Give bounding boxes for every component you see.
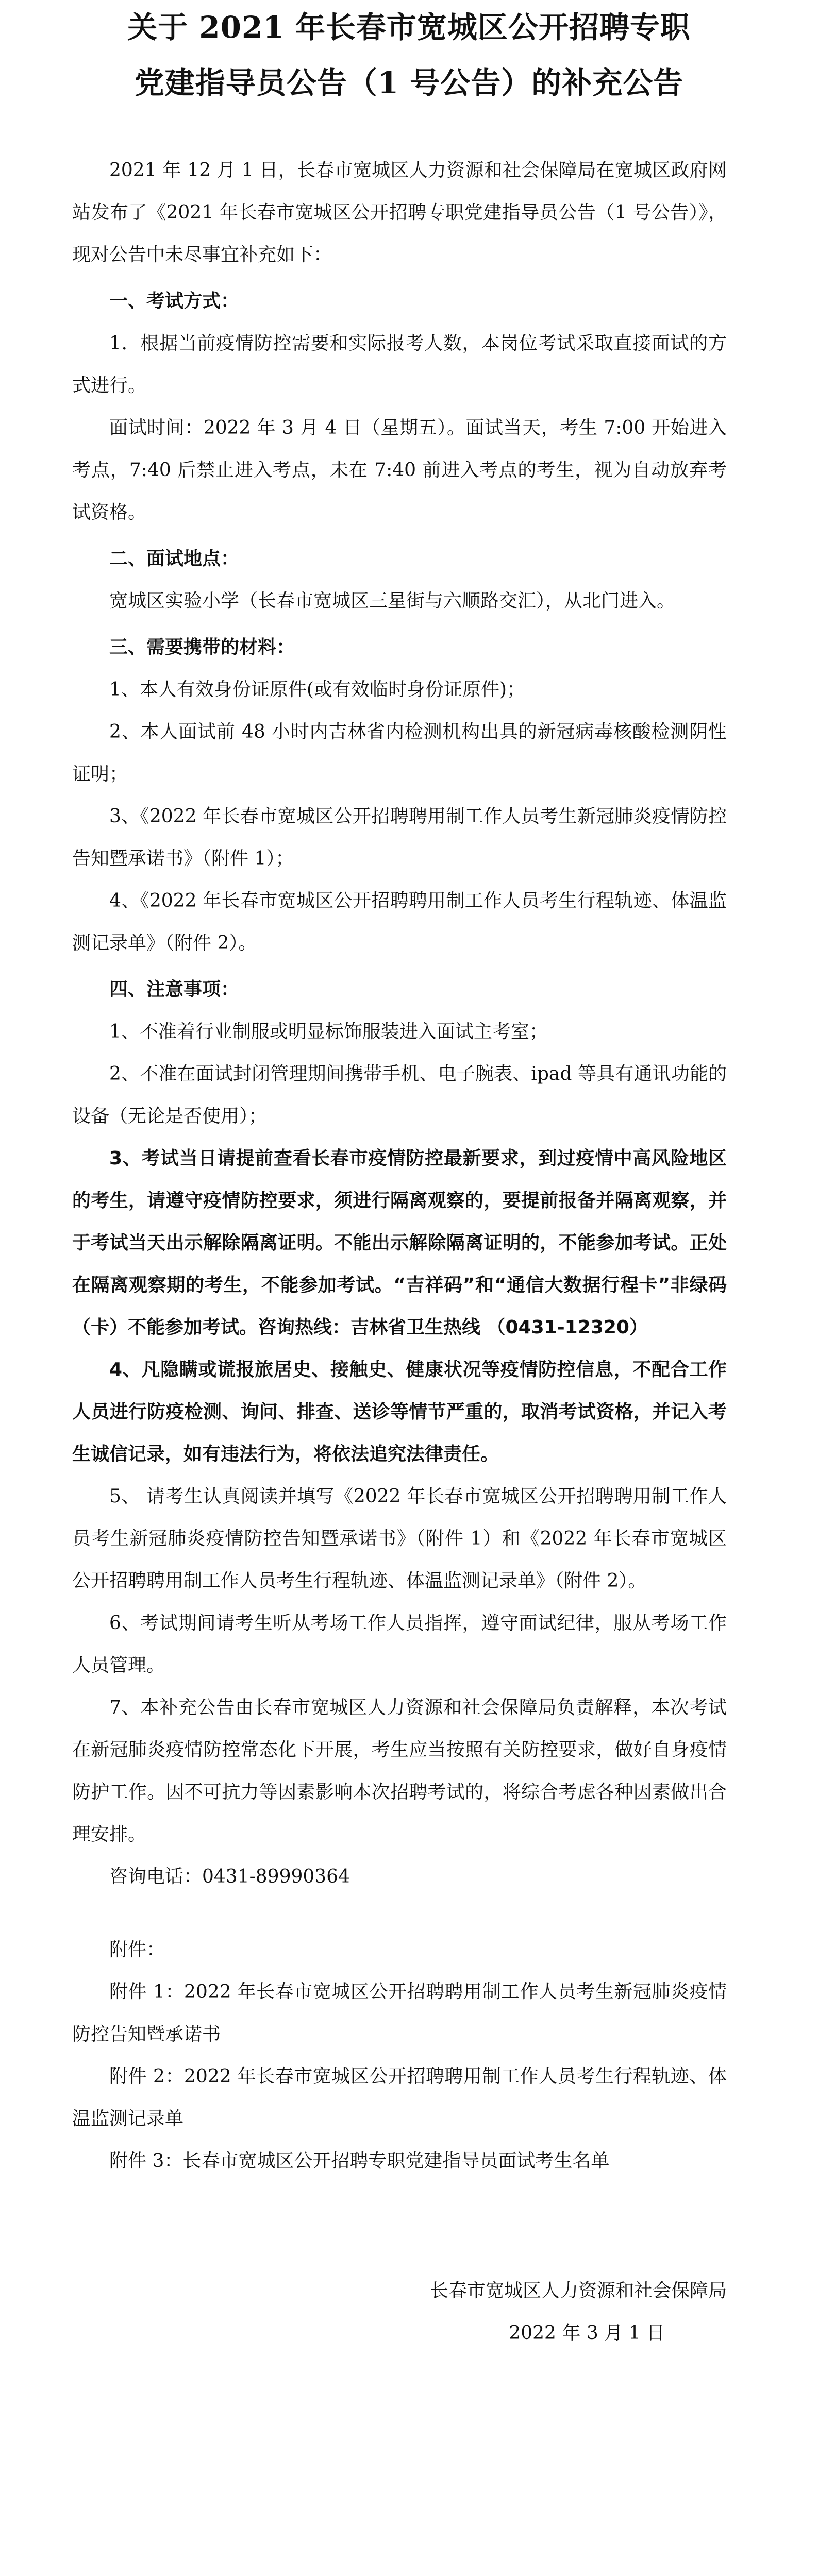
notice-item-5: 5、 请考生认真阅读并填写《2022 年长春市宽城区公开招聘聘用制工作人员考生新冠肺炎疫情防控告知暨承诺书》（附件 1）和《2022 年长春市宽城区公开招聘聘用制工作人员考生行程轨迹、体温监测记录单》（附件 2）。 [72,1486,727,1591]
contact-phone: 咨询电话：0431-89990364 [109,1866,350,1887]
attachment-item-1: 附件 1：2022 年长春市宽城区公开招聘聘用制工作人员考生新冠肺炎疫情防控告知暨承诺书 [72,1981,727,2045]
spacer [72,2182,727,2270]
spacer [72,1898,727,1929]
notice-item-2: 2、不准在面试封闭管理期间携带手机、电子腕表、ipad 等具有通讯功能的设备（无论是否使用）； [72,1063,727,1127]
materials-item-2: 2、本人面试前 48 小时内吉林省内检测机构出具的新冠病毒核酸检测阴性证明； [72,721,727,785]
section-1-heading: 一、考试方式： [109,291,240,312]
signature-org: 长春市宽城区人力资源和社会保障局 [429,2280,727,2301]
document-title-line-2: 党建指导员公告（1 号公告）的补充公告 [134,65,684,100]
section-4-heading: 四、注意事项： [109,979,240,1000]
section-1-paragraph-2: 面试时间：2022 年 3 月 4 日（星期五）。面试当天，考生 7:00 开始进入考点，7:40 后禁止进入考点，未在 7:40 前进入考点的考生，视为自动放弃考试资格。 [72,417,727,523]
materials-item-1: 1、本人有效身份证原件(或有效临时身份证原件)； [109,679,525,700]
section-1-paragraph-1: 1．根据当前疫情防控需要和实际报考人数，本岗位考试采取直接面试的方式进行。 [72,333,727,396]
attachment-item-3: 附件 3：长春市宽城区公开招聘专职党建指导员面试考生名单 [109,2150,610,2172]
notice-item-1: 1、不准着行业制服或明显标饰服装进入面试主考室； [109,1021,548,1042]
document-body [72,149,727,2354]
document-title-line-1: 关于 2021 年长春市宽城区公开招聘专职 [127,10,691,45]
attachments-label: 附件： [109,1939,165,1960]
notice-item-4: 4、凡隐瞒或谎报旅居史、接触史、健康状况等疫情防控信息，不配合工作人员进行防疫检测、询问、排查、送诊等情节严重的，取消考试资格，并记入考生诚信记录，如有违法行为，将依法追究法律责任。 [72,1359,727,1465]
notice-item-3: 3、考试当日请提前查看长春市疫情防控最新要求，到过疫情中高风险地区的考生，请遵守疫情防控要求，须进行隔离观察的，要提前报备并隔离观察，并于考试当天出示解除隔离证明。不能出示解除隔离证明的，不能参加考试。正处在隔离观察期的考生，不能参加考试。“吉祥码”和“通信大数据行程卡”非绿码（卡）不能参加考试。咨询热线：吉林省卫生热线 （0431-12320） [72,1148,727,1338]
signature-date: 2022 年 3 月 1 日 [509,2323,665,2344]
notice-item-6: 6、考试期间请考生听从考场工作人员指挥，遵守面试纪律，服从考场工作人员管理。 [72,1613,727,1676]
intro-paragraph: 2021 年 12 月 1 日，长春市宽城区人力资源和社会保障局在宽城区政府网站发布了《2021 年长春市宽城区公开招聘专职党建指导员公告（1 号公告）》，现对公告中未尽事宜补充如下： [72,160,727,265]
materials-item-4: 4、《2022 年长春市宽城区公开招聘聘用制工作人员考生行程轨迹、体温监测记录单》（附件 2）。 [72,890,727,954]
attachment-item-2: 附件 2：2022 年长春市宽城区公开招聘聘用制工作人员考生行程轨迹、体温监测记录单 [72,2066,727,2129]
section-3-heading: 三、需要携带的材料： [109,637,295,658]
materials-item-3: 3、《2022 年长春市宽城区公开招聘聘用制工作人员考生新冠肺炎疫情防控告知暨承诺书》（附件 1）； [72,806,727,869]
section-2-heading: 二、面试地点： [109,548,240,569]
notice-item-7: 7、本补充公告由长春市宽城区人力资源和社会保障局负责解释，本次考试在新冠肺炎疫情防控常态化下开展，考生应当按照有关防控要求，做好自身疫情防护工作。因不可抗力等因素影响本次招聘考试的，将综合考虑各种因素做出合理安排。 [72,1697,727,1845]
section-2-paragraph-1: 宽城区实验小学（长春市宽城区三星街与六顺路交汇），从北门进入。 [109,590,676,612]
